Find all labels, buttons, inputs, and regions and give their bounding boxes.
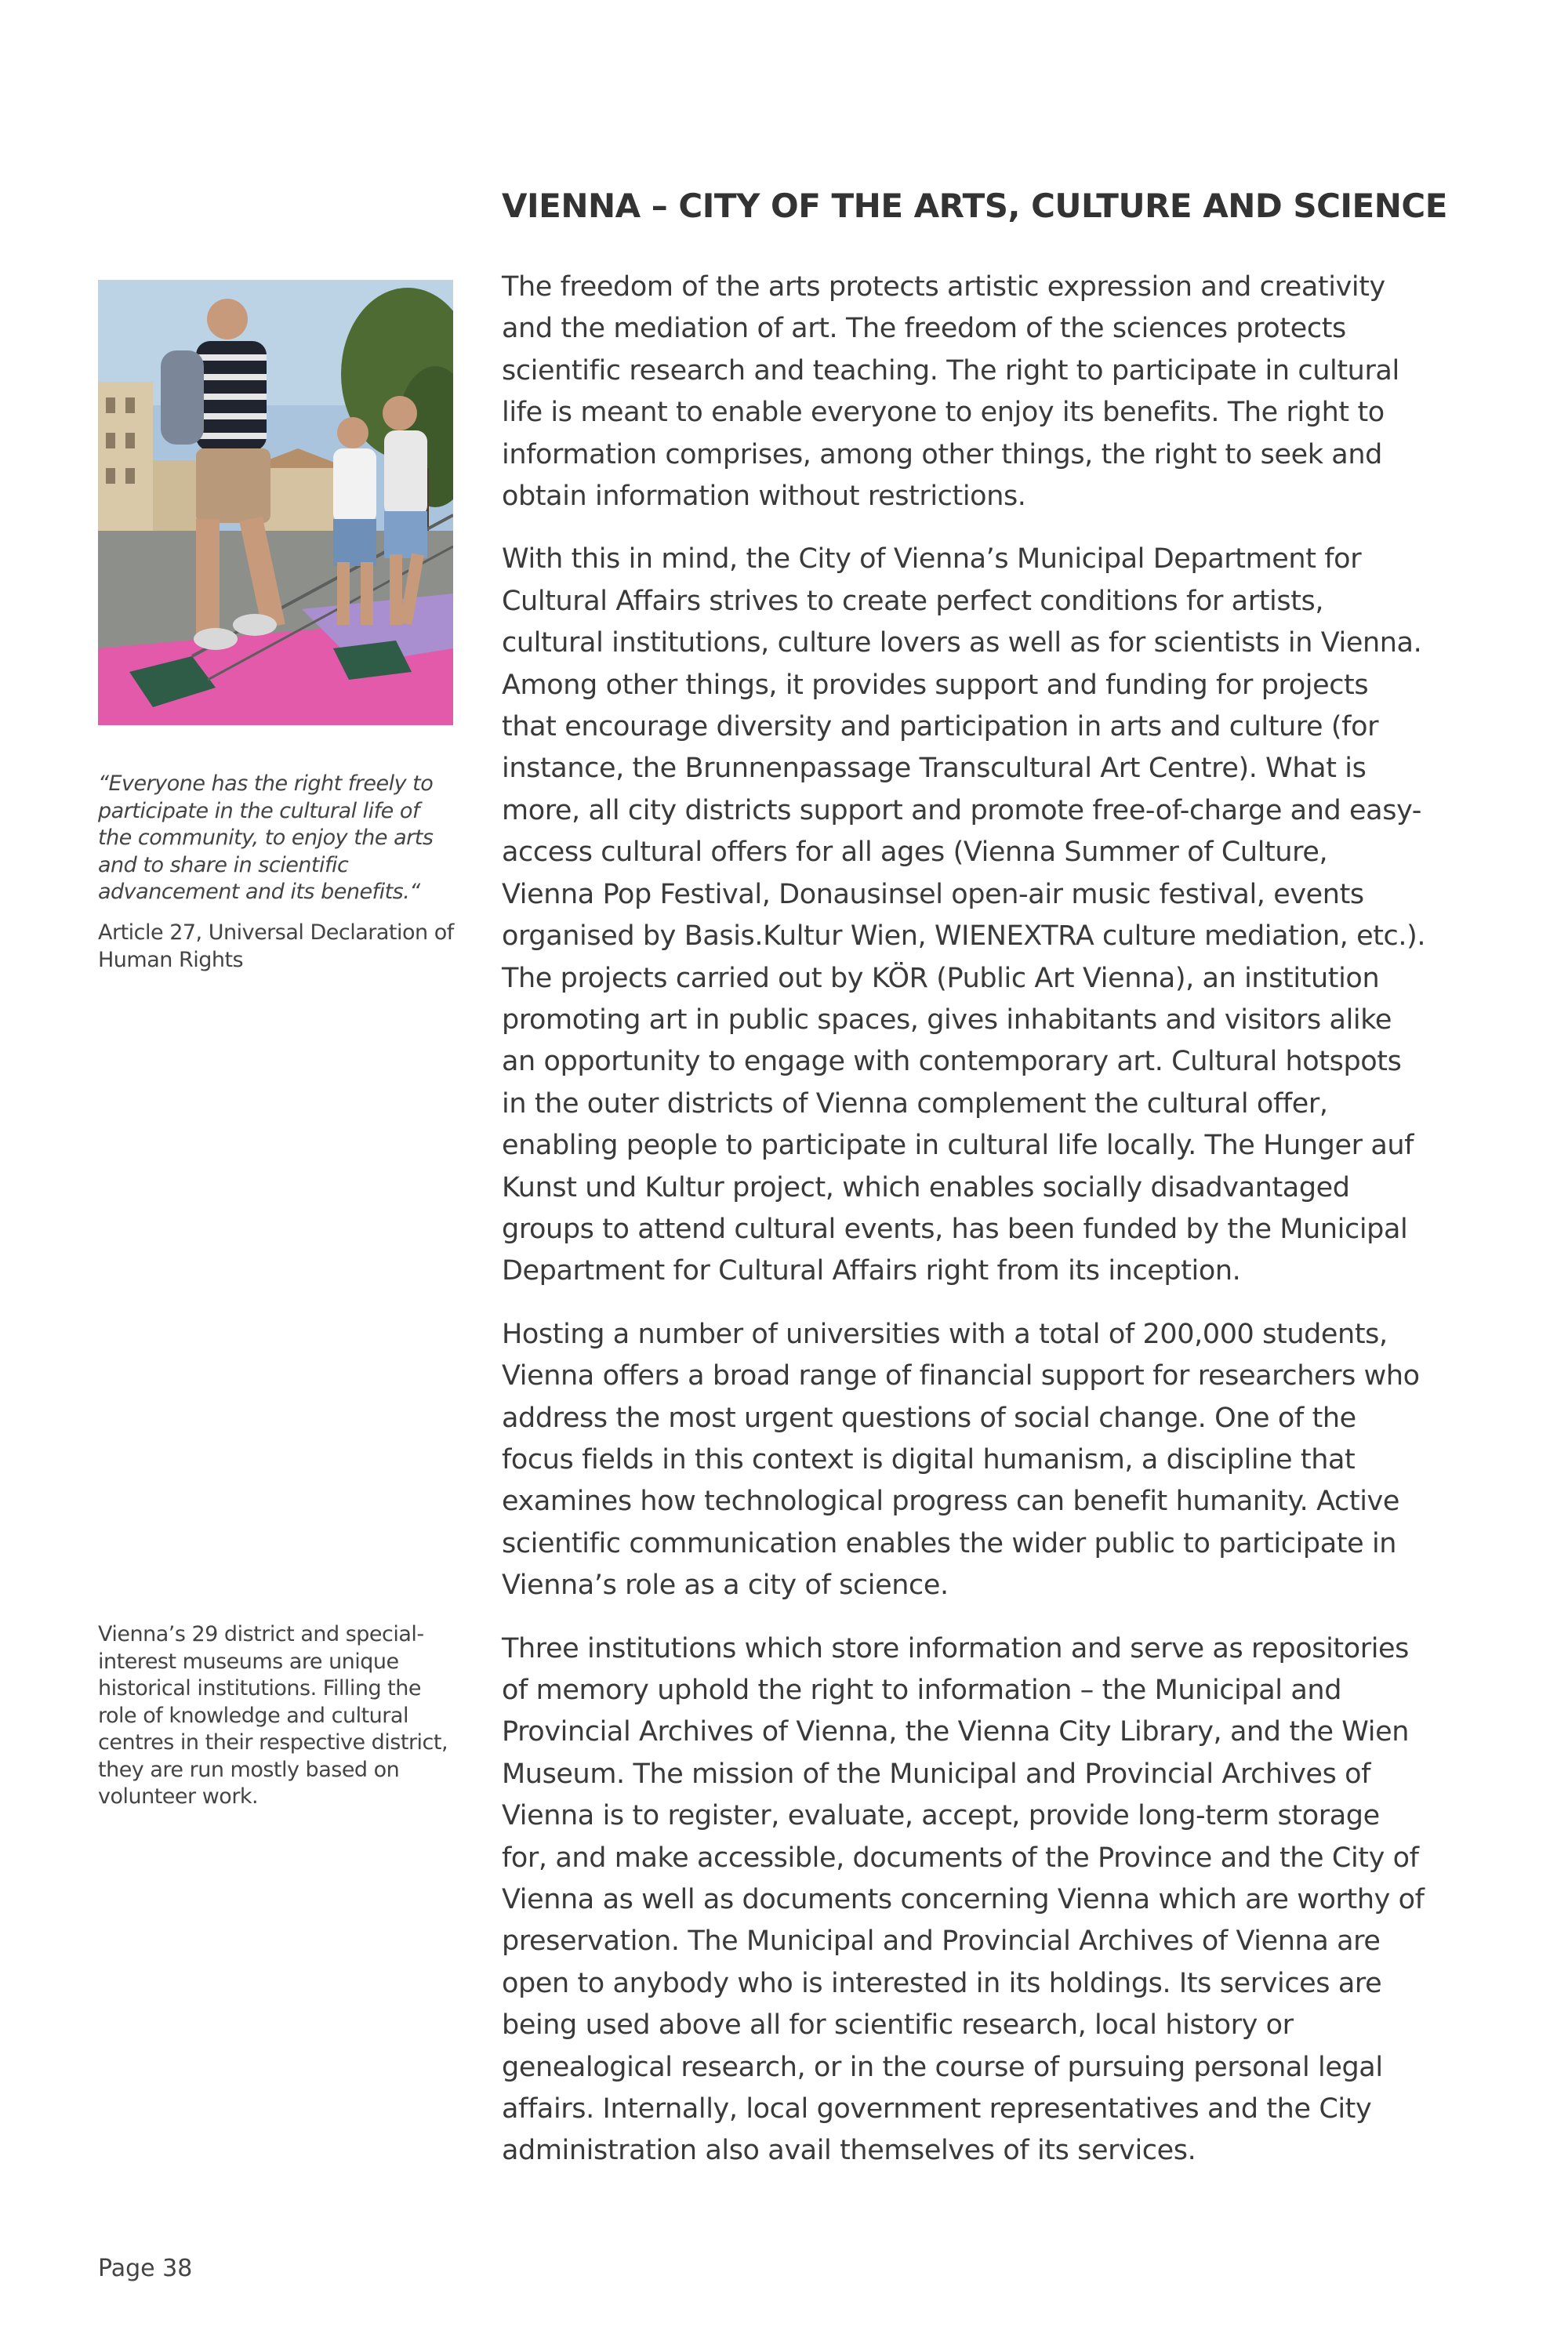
paragraph-arts-freedom: The freedom of the arts protects artistic expression and creativity and the mediation of art. The freedom of the sciences protects scientific research and teaching. The right to participate in cultural life is meant to enable everyone to enjoy its benefits. The right to information comprises, among other things, the right to seek and obtain information without restrictions. [502, 271, 1399, 513]
sidebar-quote: “Everyone has the right freely to participate in the cultural life of the community, to enjoy the arts and to share in scientific advancement and its benefits.“ [98, 771, 434, 904]
main-body [502, 267, 1427, 2172]
paragraph-universities: Hosting a number of universities with a total of 200,000 students, Vienna offers a broad range of financial support for researchers who address the most urgent questions of social change. One of the focus fields in this context is digital humanism, a discipline that examines how technological progress can benefit humanity. Active scientific communication enables the wider public to participate in Vienna’s role as a city of science. [502, 1318, 1420, 1602]
paragraph-archives: Three institutions which store information and serve as repositories of memory uphold the right to information – the Municipal and Provincial Archives of Vienna, the Vienna City Library, and the Wien Museum. The mission of the Municipal and Provincial Archives of Vienna is to register, evaluate, accept, provide long-term storage for, and make accessible, documents of the Province and the City of Vienna as well as documents concerning Vienna which are worthy of preservation. The Municipal and Provincial Archives of Vienna are open to anybody who is interested in its holdings. Its services are being used above all for scientific research, local history or genealogical research, or in the course of pursuing personal legal affairs. Internally, local government representatives and the City administration also avail themselves of its services. [502, 1632, 1425, 2167]
paragraph-cultural-affairs: With this in mind, the City of Vienna’s Municipal Department for Cultural Affairs strives to create perfect conditions for artists, cultural institutions, culture lovers as well as for scientists in Vienna. Among other things, it provides support and funding for projects that encourage diversity and participation in arts and culture (for instance, the Brunnenpassage Transcultural Art Centre). What is more, all city districts support and promote free-of-charge and easy-access cultural offers for all ages (Vienna Summer of Culture, Vienna Pop Festival, Donausinsel open-air music festival, events organised by Basis.Kultur Wien, WIENEXTRA culture mediation, etc.). [502, 543, 1426, 953]
paragraph-public-art: The projects carried out by KÖR (Public Art Vienna), an institution promoting art in public spaces, gives inhabitants and visitors alike an opportunity to engage with contemporary art. Cultural hotspots in the outer districts of Vienna complement the cultural offer, enabling people to participate in cultural life locally. The Hunger auf Kunst und Kultur project, which enables socially disadvantaged groups to attend cultural events, has been funded by the Municipal Department for Cultural Affairs right from its inception. [502, 962, 1414, 1287]
photo-family-walking-icon [98, 280, 453, 725]
sidebar-quote-source: Article 27, Universal Declaration of Human Rights [98, 920, 454, 972]
page-title: VIENNA – CITY OF THE ARTS, CULTURE AND SCIENCE [502, 187, 1447, 225]
photo-illustration [98, 280, 453, 725]
page-number: Page 38 [98, 2255, 193, 2282]
sidebar-museum-note: Vienna’s 29 district and special-interest museums are unique historical institutions. Filling the role of knowledge and cultural centres in their respective district, they are run mostly based on volunteer work. [98, 1622, 448, 1809]
